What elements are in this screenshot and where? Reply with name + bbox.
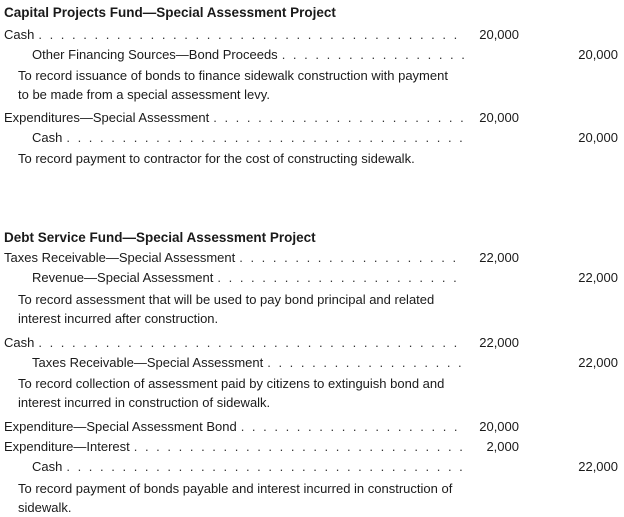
account-name: Cash <box>32 130 63 145</box>
account-name: Expenditures—Special Assessment <box>4 110 210 125</box>
capital-e2-credit-line <box>0 128 624 148</box>
debt-e2-debit-line <box>0 333 624 353</box>
capital-e1-debit-line <box>0 25 624 45</box>
account-name: Revenue—Special Assessment <box>32 270 214 285</box>
debit-amount: 2,000 <box>486 439 519 454</box>
debt-e2-credit-line <box>0 353 624 373</box>
leader-dots <box>134 437 464 457</box>
debt-e3-debit-line-2 <box>0 437 624 457</box>
capital-e2-debit-line <box>0 108 624 128</box>
debt-e3-debit-line-1 <box>0 417 624 437</box>
debit-amount: 22,000 <box>479 335 519 350</box>
debit-amount: 22,000 <box>479 250 519 265</box>
leader-dots <box>239 248 464 268</box>
debt-e1-credit-line <box>0 268 624 288</box>
debit-amount: 20,000 <box>479 27 519 42</box>
credit-amount: 22,000 <box>578 459 618 474</box>
credit-amount: 20,000 <box>578 47 618 62</box>
debt-e1-debit-line <box>0 248 624 268</box>
credit-amount: 20,000 <box>578 130 618 145</box>
account-name: Cash <box>4 335 35 350</box>
entry-description: To record issuance of bonds to finance sidewalk construction with payment to be made from a special assessment levy. <box>18 68 448 102</box>
leader-dots <box>66 457 464 477</box>
capital-projects-heading: Capital Projects Fund—Special Assessment Project <box>4 5 336 20</box>
account-name: Other Financing Sources—Bond Proceeds <box>32 47 278 62</box>
leader-dots <box>66 128 464 148</box>
leader-dots <box>38 25 464 45</box>
debit-amount: 20,000 <box>479 419 519 434</box>
entry-description: To record payment of bonds payable and interest incurred in construction of sidewalk. <box>18 481 453 515</box>
account-name: Cash <box>4 27 35 42</box>
entry-description: To record payment to contractor for the cost of constructing sidewalk. <box>18 151 415 166</box>
leader-dots <box>241 417 464 437</box>
credit-amount: 22,000 <box>578 270 618 285</box>
entry-description: To record assessment that will be used to pay bond principal and related interest incurred after construction. <box>18 292 435 326</box>
account-name: Expenditure—Interest <box>4 439 130 454</box>
leader-dots <box>217 268 464 288</box>
leader-dots <box>282 45 464 65</box>
debt-service-heading: Debt Service Fund—Special Assessment Project <box>4 230 316 245</box>
leader-dots <box>38 333 464 353</box>
entry-description: To record collection of assessment paid by citizens to extinguish bond and interest incurred in construction of sidewalk. <box>18 376 445 410</box>
credit-amount: 22,000 <box>578 355 618 370</box>
account-name: Cash <box>32 459 63 474</box>
capital-e1-credit-line <box>0 45 624 65</box>
account-name: Taxes Receivable—Special Assessment <box>32 355 264 370</box>
debt-e3-credit-line <box>0 457 624 477</box>
leader-dots <box>213 108 464 128</box>
account-name: Expenditure—Special Assessment Bond <box>4 419 237 434</box>
leader-dots <box>267 353 464 373</box>
debit-amount: 20,000 <box>479 110 519 125</box>
account-name: Taxes Receivable—Special Assessment <box>4 250 236 265</box>
